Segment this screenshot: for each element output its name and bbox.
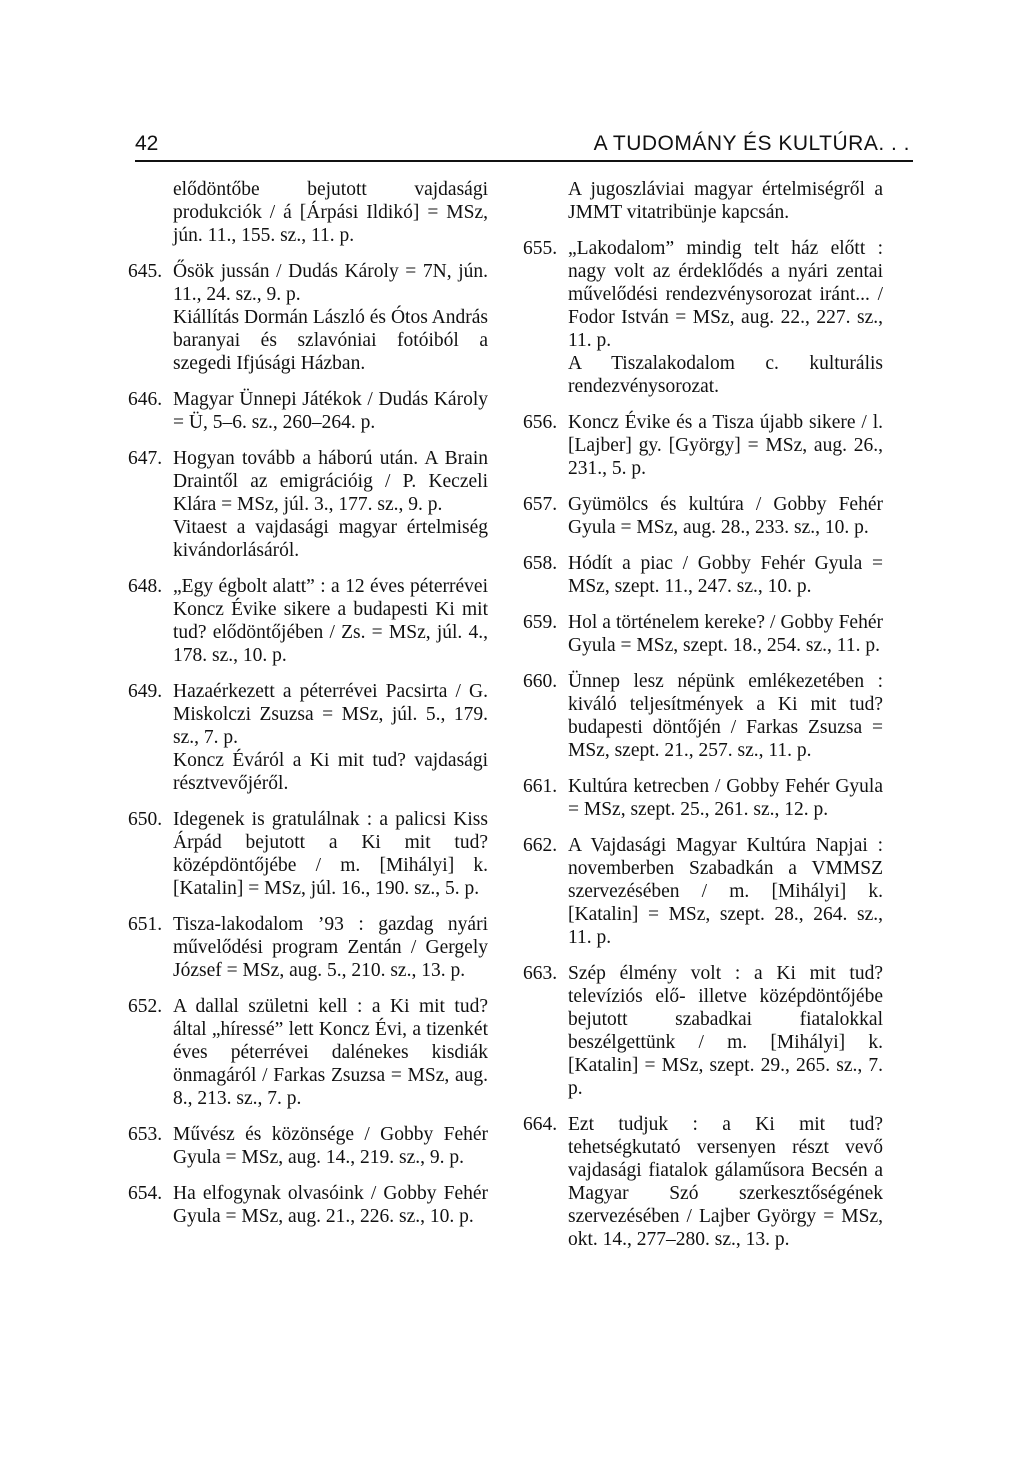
entry-body <box>568 611 883 657</box>
entry-text: Koncz Évike és a Tisza újabb sikere / l. [Lajber] gy. [György] = MSz, aug. 26., 231., 5. p. <box>568 412 883 479</box>
entry-body <box>568 1113 883 1251</box>
entry-text: A jugoszláviai magyar értelmiségről a JMMT vitatribünje kapcsán. <box>568 179 883 223</box>
bibliography-entry <box>128 808 488 900</box>
bibliography-entry <box>523 611 883 657</box>
entry-text: „Lakodalom” mindig telt ház előtt : nagy volt az érdeklődés a nyári zentai művelődési rendezvénysorozat iránt... / Fodor István = MSz, aug. 22., 227. sz., 11. p. <box>568 238 883 351</box>
entry-text: Koncz Éváról a Ki mit tud? vajdasági résztvevőjéről. <box>173 750 488 794</box>
entry-number: 648. <box>128 576 163 597</box>
bibliography-entry <box>128 1182 488 1228</box>
entry-number: 658. <box>523 553 558 574</box>
entry-text: A Vajdasági Magyar Kultúra Napjai : novemberben Szabadkán a VMMSZ szervezésében / m. [Mihályi] k. [Katalin] = MSz, szept. 28., 264. sz., 11. p. <box>568 835 883 948</box>
entry-text: Tisza-lakodalom ’93 : gazdag nyári művelődési program Zentán / Gergely József = MSz, aug. 5., 210. sz., 13. p. <box>173 914 488 981</box>
bibliography-entry <box>128 388 488 434</box>
entry-text: Kiállítás Dormán László és Ótos András baranyai és szlavóniai fotóiból a szegedi Ifjúsági Házban. <box>173 307 488 374</box>
bibliography-entry <box>128 575 488 667</box>
entry-text: Gyümölcs és kultúra / Gobby Fehér Gyula = MSz, aug. 28., 233. sz., 10. p. <box>568 494 883 538</box>
bibliography-entry <box>128 680 488 795</box>
bibliography-entry <box>523 775 883 821</box>
entry-body <box>568 962 883 1100</box>
entry-number: 659. <box>523 612 558 633</box>
entry-text: elődöntőbe bejutott vajdasági produkciók / á [Árpási Ildikó] = MSz, jún. 11., 155. sz., 11. p. <box>173 179 488 246</box>
entry-body <box>173 808 488 900</box>
entry-number: 646. <box>128 389 163 410</box>
right-column <box>523 178 883 1251</box>
bibliography-entry <box>128 1123 488 1169</box>
entry-text: Szép élmény volt : a Ki mit tud? televíziós elő- illetve középdöntőjébe bejutott szabadkai fiatalokkal beszélgettünk / m. [Mihályi] k. [Katalin] = MSz, szept. 29., 265. sz., 7. p. <box>568 963 883 1099</box>
entry-text: Idegenek is gratulálnak : a palicsi Kiss Árpád bejutott a Ki mit tud? középdöntőjébe / m. [Mihályi] k. [Katalin] = MSz, júl. 16., 190. sz., 5. p. <box>173 809 488 899</box>
entry-number: 657. <box>523 494 558 515</box>
entry-number: 652. <box>128 996 163 1017</box>
page-header <box>135 120 910 160</box>
entry-text: Művész és közönsége / Gobby Fehér Gyula = MSz, aug. 14., 219. sz., 9. p. <box>173 1124 488 1168</box>
entry-body <box>568 493 883 539</box>
bibliography-entry <box>128 995 488 1110</box>
entry-body <box>173 575 488 667</box>
entry-body <box>173 388 488 434</box>
entry-body <box>173 447 488 562</box>
bibliography-entry <box>523 237 883 398</box>
entry-number: 660. <box>523 671 558 692</box>
entry-number: 662. <box>523 835 558 856</box>
bibliography-entry <box>128 178 488 247</box>
entry-body <box>173 1182 488 1228</box>
entry-body <box>568 775 883 821</box>
entry-text: Magyar Ünnepi Játékok / Dudás Károly = Ü, 5–6. sz., 260–264. p. <box>173 389 488 433</box>
entry-text: Vitaest a vajdasági magyar értelmiség kivándorlásáról. <box>173 517 488 561</box>
bibliography-entry <box>523 670 883 762</box>
entry-text: „Egy égbolt alatt” : a 12 éves péterrévei Koncz Évike sikere a budapesti Ki mit tud? elődöntőjében / Zs. = MSz, júl. 4., 178. sz., 10. p. <box>173 576 488 666</box>
entry-text: Ezt tudjuk : a Ki mit tud? tehetségkutató versenyen részt vevő vajdasági fiatalok gálaműsora Becsén a Magyar Szó szerkesztőségének szervezésében / Lajber György = MSz, okt. 14., 277–280. sz., 13. p. <box>568 1114 883 1250</box>
entry-number: 653. <box>128 1124 163 1145</box>
entry-text: Hódít a piac / Gobby Fehér Gyula = MSz, szept. 11., 247. sz., 10. p. <box>568 553 883 597</box>
header-rule <box>135 160 913 162</box>
entry-body <box>568 178 883 224</box>
bibliography-entry <box>523 1113 883 1251</box>
bibliography-entry <box>523 411 883 480</box>
entry-number: 654. <box>128 1183 163 1204</box>
entry-text: Kultúra ketrecben / Gobby Fehér Gyula = MSz, szept. 25., 261. sz., 12. p. <box>568 776 883 820</box>
entry-text: A Tiszalakodalom c. kulturális rendezvénysorozat. <box>568 353 883 397</box>
entry-number: 649. <box>128 681 163 702</box>
entry-number: 661. <box>523 776 558 797</box>
running-title: A TUDOMÁNY ÉS KULTÚRA. . . <box>593 132 910 155</box>
entry-text: Ősök jussán / Dudás Károly = 7N, jún. 11., 24. sz., 9. p. <box>173 261 488 305</box>
bibliography-entry <box>128 447 488 562</box>
bibliography-entry <box>128 913 488 982</box>
entry-body <box>568 552 883 598</box>
entry-number: 656. <box>523 412 558 433</box>
entry-number: 655. <box>523 238 558 259</box>
entry-body <box>173 260 488 375</box>
entry-number: 663. <box>523 963 558 984</box>
entry-text: Ha elfogynak olvasóink / Gobby Fehér Gyula = MSz, aug. 21., 226. sz., 10. p. <box>173 1183 488 1227</box>
entry-body <box>568 237 883 398</box>
entry-number: 650. <box>128 809 163 830</box>
bibliography-entry <box>523 962 883 1100</box>
left-column <box>128 178 488 1228</box>
entry-body <box>173 178 488 247</box>
entry-number: 645. <box>128 261 163 282</box>
page-number: 42 <box>135 132 159 155</box>
entry-text: Hol a történelem kereke? / Gobby Fehér Gyula = MSz, szept. 18., 254. sz., 11. p. <box>568 612 883 656</box>
entry-body <box>568 834 883 949</box>
bibliography-entry <box>523 834 883 949</box>
entry-text: Hogyan tovább a háború után. A Brain Draintől az emigrációig / P. Keczeli Klára = MSz, júl. 3., 177. sz., 9. p. <box>173 448 488 515</box>
entry-body <box>173 913 488 982</box>
bibliography-entry <box>523 552 883 598</box>
bibliography-entry <box>128 260 488 375</box>
entry-text: A dallal születni kell : a Ki mit tud? által „híressé” lett Koncz Évi, a tizenkét éves péterrévei dalénekes kisdiák önmagáról / Farkas Zsuzsa = MSz, aug. 8., 213. sz., 7. p. <box>173 996 488 1109</box>
entry-body <box>568 411 883 480</box>
entry-text: Ünnep lesz népünk emlékezetében : kiváló teljesítmények a Ki mit tud? budapesti döntőjén / Farkas Zsuzsa = MSz, szept. 21., 257. sz., 11. p. <box>568 671 883 761</box>
entry-body <box>173 995 488 1110</box>
entry-body <box>568 670 883 762</box>
entry-text: Hazaérkezett a péterrévei Pacsirta / G. Miskolczi Zsuzsa = MSz, júl. 5., 179. sz., 7. p. <box>173 681 488 748</box>
entry-number: 664. <box>523 1114 558 1135</box>
entry-number: 651. <box>128 914 163 935</box>
bibliography-entry <box>523 178 883 224</box>
entry-number: 647. <box>128 448 163 469</box>
entry-body <box>173 1123 488 1169</box>
entry-body <box>173 680 488 795</box>
bibliography-entry <box>523 493 883 539</box>
